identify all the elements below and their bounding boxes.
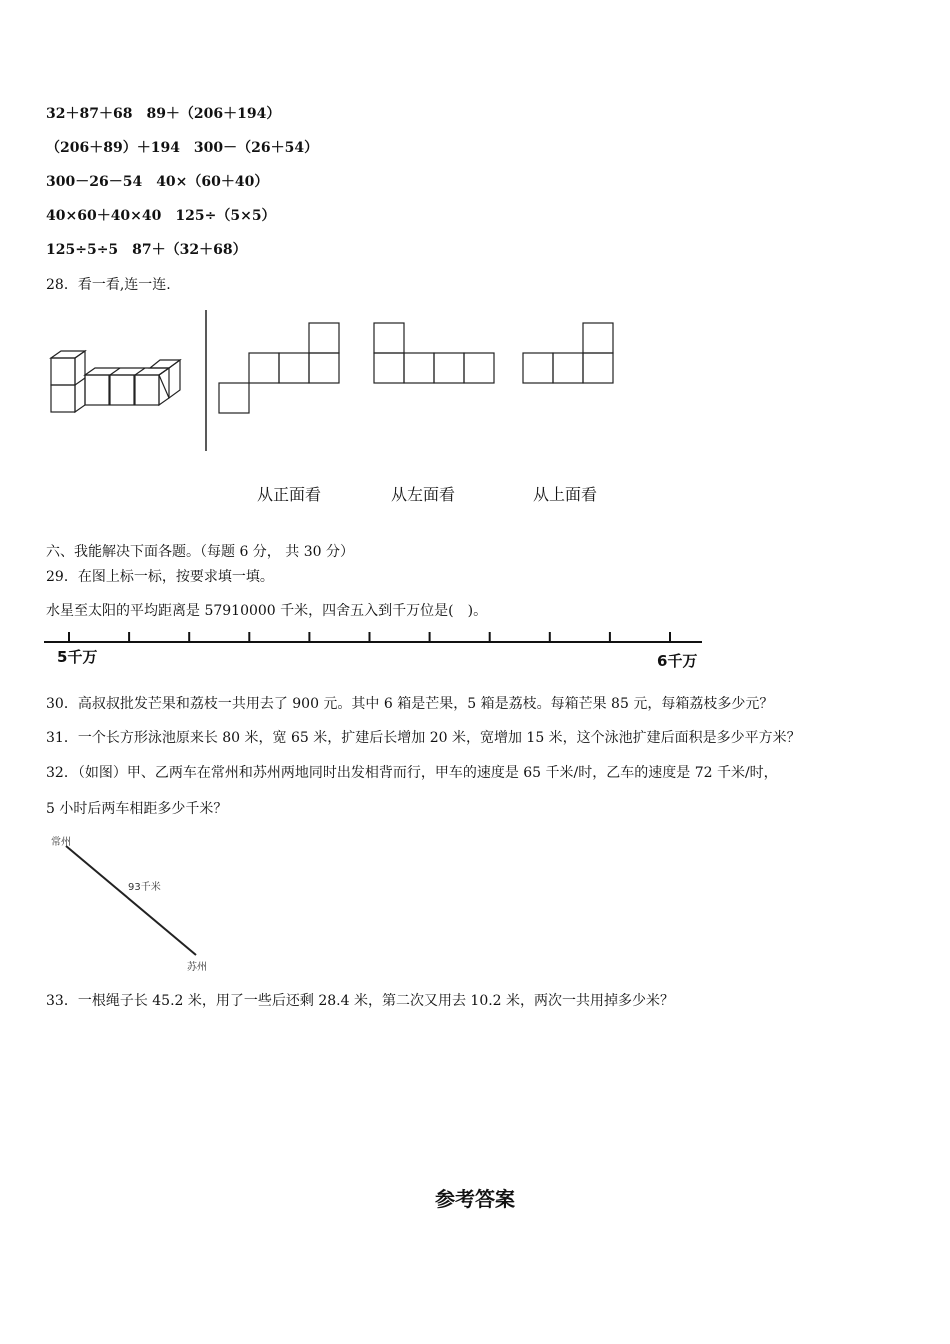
calc-line-3: 300－26－54 40×（60＋40）: [46, 174, 269, 190]
route-diagram: [46, 832, 226, 977]
q29-text: 水星至太阳的平均距离是 57910000 千米，四舍五入到千万位是( )。: [46, 603, 488, 619]
number-line-left-label: 5千万: [57, 648, 98, 666]
view-shape-1: [219, 323, 339, 413]
city-suzhou: 苏州: [187, 962, 207, 973]
q28-figure: [40, 305, 640, 465]
caption-top-view: 从上面看: [533, 485, 598, 504]
q33-text: 33．一根绳子长 45.2 米，用了一些后还剩 28.4 米，第二次又用去 10.2 米，两次一共用掉多少米？: [46, 993, 675, 1009]
calc-line-2: （206＋89）＋194 300－（26＋54）: [46, 140, 319, 156]
section-6-heading: 六、我能解决下面各题。（每题 6 分， 共 30 分）: [46, 544, 354, 560]
q32-text-line2: 5 小时后两车相距多少千米？: [46, 801, 228, 817]
number-line-right-label: 6千万: [657, 652, 698, 670]
q32-text-line1: 32．（如图）甲、乙两车在常州和苏州两地同时出发相背而行，甲车的速度是 65 千米/时，乙车的速度是 72 千米/时，: [46, 765, 778, 781]
view-shape-3: [523, 323, 613, 383]
caption-front-view: 从正面看: [257, 485, 322, 504]
caption-left-view: 从左面看: [391, 485, 456, 504]
calc-line-5: 125÷5÷5 87＋（32＋68）: [46, 242, 247, 258]
q31-text: 31．一个长方形泳池原来长 80 米，宽 65 米，扩建后长增加 20 米，宽增加 15 米，这个泳池扩建后面积是多少平方米？: [46, 730, 801, 746]
distance-label: 93千米: [128, 882, 161, 893]
calc-line-1: 32＋87＋68 89＋（206＋194）: [46, 106, 281, 122]
calc-line-4: 40×60＋40×40 125÷（5×5）: [46, 208, 276, 224]
number-line: [44, 626, 709, 674]
cube-stack-figure: [51, 351, 180, 412]
q28-title: 28．看一看,连一连.: [46, 277, 171, 293]
answer-section-title: 参考答案: [435, 1187, 515, 1211]
q30-text: 30．高叔叔批发芒果和荔枝一共用去了 900 元。其中 6 箱是芒果，5 箱是荔枝。每箱芒果 85 元，每箱荔枝多少元？: [46, 696, 774, 712]
city-changzhou: 常州: [51, 837, 71, 848]
view-shape-2: [374, 323, 494, 383]
q29-title: 29．在图上标一标，按要求填一填。: [46, 569, 274, 585]
